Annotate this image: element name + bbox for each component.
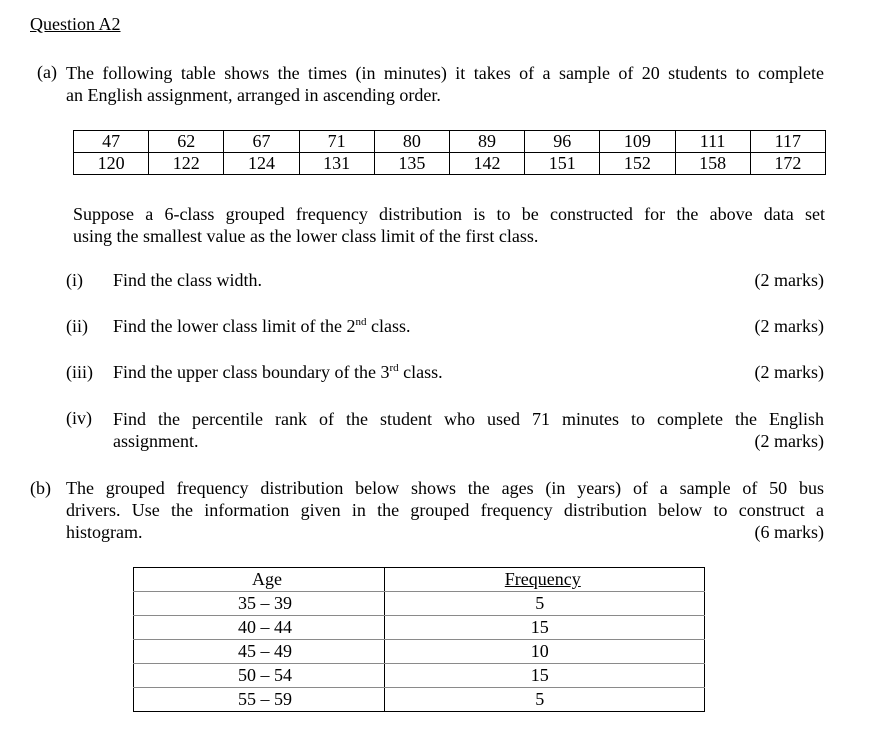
part-b-line1: The grouped frequency distribution below shows the ages (in years) of a sample of 50 bus: [66, 478, 824, 498]
frequency-cell-container: [384, 688, 704, 712]
table-row: [74, 131, 826, 153]
age-cell: 40 – 44: [134, 616, 385, 640]
table-cell: 89: [449, 131, 524, 153]
table-cell: 172: [750, 153, 825, 175]
table-cell: 109: [600, 131, 675, 153]
frequency-cell: 10: [530, 641, 549, 661]
table-row: [134, 616, 705, 640]
age-cell: 50 – 54: [134, 664, 385, 688]
table-cell: 62: [149, 131, 224, 153]
times-table: [73, 130, 826, 175]
part-a-intro-line2: an English assignment, arranged in ascending order.: [66, 85, 441, 105]
table-cell: 80: [374, 131, 449, 153]
question-iii-text-after: class.: [398, 362, 443, 382]
suppose-line2: using the smallest value as the lower class limit of the first class.: [73, 226, 539, 246]
question-iii-sup: rd: [389, 362, 399, 374]
question-ii-marks: (2 marks): [754, 316, 824, 336]
table-cell: 122: [149, 153, 224, 175]
question-ii-text-before: Find the lower class limit of the 2: [113, 316, 356, 336]
suppose-line1: Suppose a 6-class grouped frequency distribution is to be constructed for the above data set: [73, 204, 825, 224]
table-row: [134, 688, 705, 712]
question-ii-text: [113, 316, 410, 337]
question-iii-marks: (2 marks): [754, 362, 824, 382]
table-cell: 158: [675, 153, 750, 175]
table-cell: 117: [750, 131, 825, 153]
table-row: [134, 664, 705, 688]
question-ii-number: (ii): [66, 316, 88, 336]
question-heading: Question A2: [30, 14, 121, 34]
question-iv-marks: (2 marks): [754, 431, 824, 451]
part-a-label: (a): [37, 62, 57, 82]
question-ii-sup: nd: [355, 316, 367, 328]
question-iii-text-before: Find the upper class boundary of the 3: [113, 362, 390, 382]
age-cell: 35 – 39: [134, 592, 385, 616]
frequency-cell-container: [384, 616, 704, 640]
part-b-line2: drivers. Use the information given in the grouped frequency distribution below to construct a: [66, 500, 824, 520]
table-header-row: [134, 568, 705, 592]
frequency-cell-container: [384, 592, 704, 616]
frequency-cell: 5: [535, 689, 545, 709]
frequency-cell: 15: [530, 665, 549, 685]
table-cell: 67: [224, 131, 299, 153]
table-row: [74, 153, 826, 175]
question-iii-number: (iii): [66, 362, 93, 382]
table-cell: 152: [600, 153, 675, 175]
table-cell: 47: [74, 131, 149, 153]
table-cell: 151: [525, 153, 600, 175]
question-ii-text-after: class.: [366, 316, 411, 336]
table-row: [134, 640, 705, 664]
question-iv-line1: Find the percentile rank of the student who used 71 minutes to complete the English: [113, 409, 824, 429]
question-i-text: Find the class width.: [113, 270, 262, 290]
table-row: [134, 592, 705, 616]
table-cell: 131: [299, 153, 374, 175]
table-cell: 111: [675, 131, 750, 153]
table-cell: 96: [525, 131, 600, 153]
frequency-header: Frequency: [384, 568, 704, 592]
question-iv-number: (iv): [66, 408, 92, 428]
part-b-label: (b): [30, 478, 51, 498]
question-iii-text: [113, 362, 443, 383]
part-b-marks: (6 marks): [754, 522, 824, 542]
part-b-line3: histogram.: [66, 522, 143, 542]
part-a-intro-line1: The following table shows the times (in minutes) it takes of a sample of 20 students to complete: [66, 63, 824, 83]
question-i-marks: (2 marks): [754, 270, 824, 290]
question-iv-line2: assignment.: [113, 431, 199, 451]
frequency-cell: 15: [530, 617, 549, 637]
table-cell: 142: [449, 153, 524, 175]
age-header: Age: [134, 568, 385, 592]
frequency-cell-container: [384, 664, 704, 688]
frequency-cell: 5: [535, 593, 545, 613]
age-frequency-table: [133, 567, 705, 712]
frequency-cell-container: [384, 640, 704, 664]
question-i-number: (i): [66, 270, 83, 290]
table-cell: 124: [224, 153, 299, 175]
age-cell: 45 – 49: [134, 640, 385, 664]
table-cell: 120: [74, 153, 149, 175]
table-cell: 71: [299, 131, 374, 153]
table-cell: 135: [374, 153, 449, 175]
age-cell: 55 – 59: [134, 688, 385, 712]
